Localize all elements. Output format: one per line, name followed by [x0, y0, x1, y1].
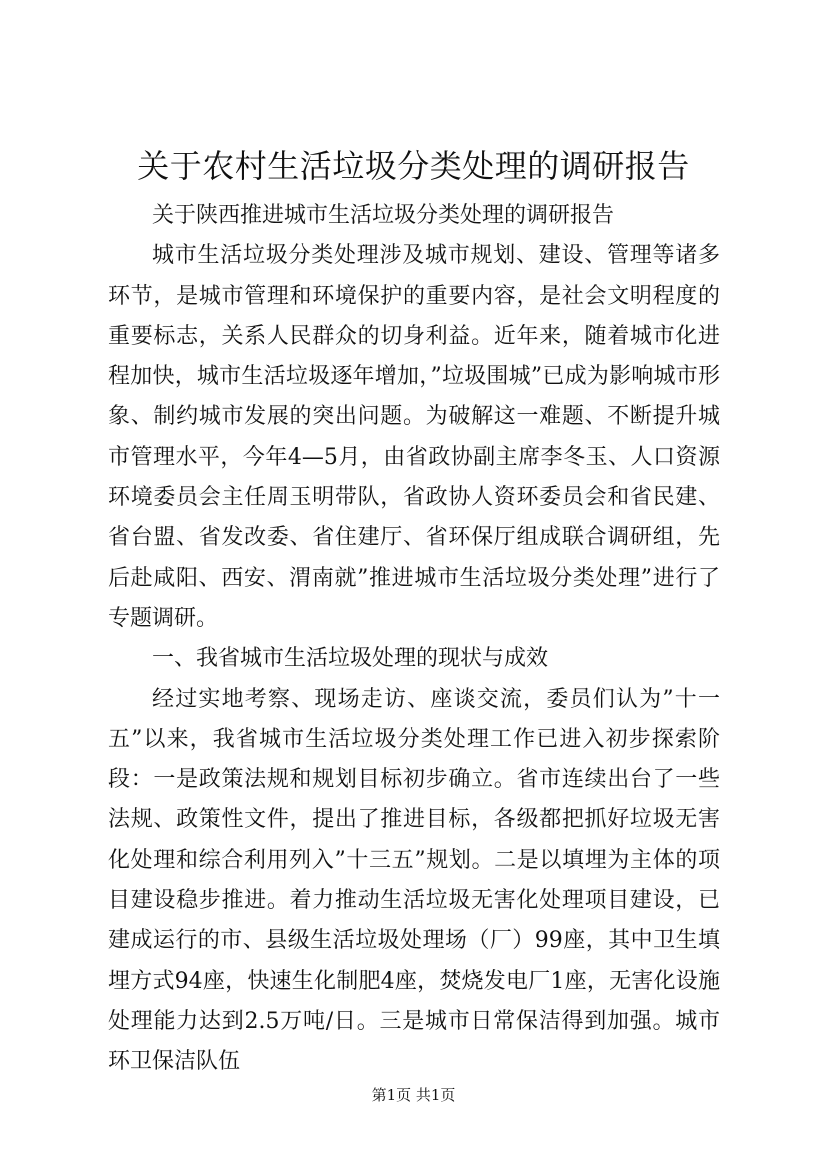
section-heading: 一、我省城市生活垃圾处理的现状与成效: [152, 646, 549, 672]
document-body: [108, 196, 720, 1083]
page-number-footer: 第1页 共1页: [371, 1086, 456, 1104]
body-paragraph-1: 城市生活垃圾分类处理涉及城市规划、建设、管理等诸多环节，是城市管理和环境保护的重要内容，是社会文明程度的重要标志，关系人民群众的切身利益。近年来，随着城市化进程加快，城市生活垃圾逐年增加，”垃圾围城”已成为影响城市形象、制约城市发展的突出问题。为破解这一难题、不断提升城市管理水平，今年4—5月，由省政协副主席李冬玉、人口资源环境委员会主任周玉明带队，省政协人资环委员会和省民建、省台盟、省发改委、省住建厅、省环保厅组成联合调研组，先后赴咸阳、西安、渭南就”推进城市生活垃圾分类处理”进行了专题调研。: [108, 243, 720, 631]
body-paragraph-2: 经过实地考察、现场走访、座谈交流，委员们认为”十一五”以来，我省城市生活垃圾分类处理工作已进入初步探索阶段：一是政策法规和规划目标初步确立。省市连续出台了一些法规、政策性文件，提出了推进目标，各级都把抓好垃圾无害化处理和综合利用列入”十三五”规划。二是以填埋为主体的项目建设稳步推进。着力推动生活垃圾无害化处理项目建设，已建成运行的市、县级生活垃圾处理场（厂）99座，其中卫生填埋方式94座，快速生化制肥4座，焚烧发电厂1座，无害化设施处理能力达到2.5万吨/日。三是城市日常保洁得到加强。城市环卫保洁队伍: [108, 686, 720, 1075]
document-subtitle: 关于陕西推进城市生活垃圾分类处理的调研报告: [152, 203, 615, 228]
document-title: 关于农村生活垃圾分类处理的调研报告: [137, 147, 690, 185]
